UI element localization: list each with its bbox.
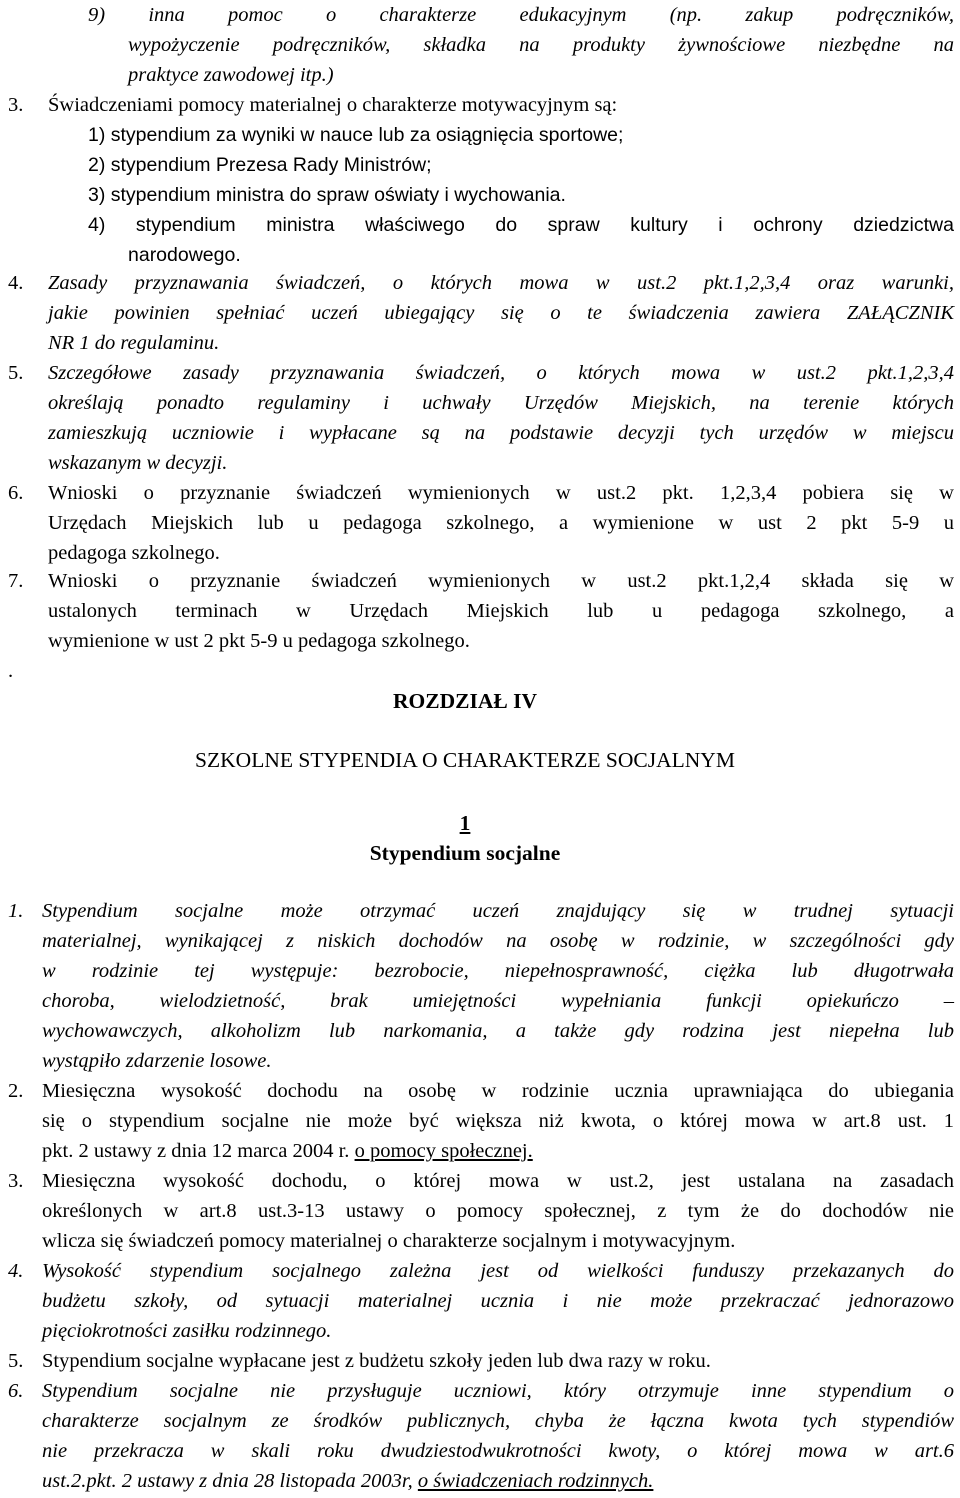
stray-dot: . bbox=[8, 660, 14, 682]
section-number-text: 1 bbox=[459, 811, 471, 835]
item5-line-3: zamieszkują uczniowie i wypłacane są na podstawie decyzji tych urzędów w miejscu bbox=[48, 422, 954, 444]
item4-line-2: jakie powinien spełniać uczeń ubiegający się o te świadczenia zawiera ZAŁĄCZNIK bbox=[48, 302, 954, 324]
item9-line-1: 9) inna pomoc o charakterze edukacyjnym (np. zakup podręczników, bbox=[88, 4, 954, 26]
para1-line-6: wystąpiło zdarzenie losowe. bbox=[42, 1050, 272, 1072]
item6-line-3: pedagoga szkolnego. bbox=[48, 542, 220, 564]
para6-line-4 bbox=[42, 1466, 653, 1496]
para6-line-4-text: ust.2.pkt. 2 ustawy z dnia 28 listopada 2003r, bbox=[42, 1470, 413, 1492]
para1-line-5: wychowawczych, alkoholizm lub narkomania, a także gdy rodzina jest niepełna lub bbox=[42, 1020, 954, 1042]
para2-link[interactable]: o pomocy społecznej. bbox=[354, 1140, 533, 1162]
item7-line-3: wymienione w ust 2 pkt 5-9 u pedagoga szkolnego. bbox=[48, 630, 470, 652]
chapter-title: ROZDZIAŁ IV bbox=[393, 689, 537, 713]
item5-line-1: Szczegółowe zasady przyznawania świadczeń, o których mowa w ust.2 pkt.1,2,3,4 bbox=[48, 362, 954, 384]
para1-line-4: choroba, wielodzietność, brak umiejętności wypełniania funkcji opiekuńczo – bbox=[42, 990, 954, 1012]
para6-number: 6. bbox=[8, 1380, 24, 1402]
para4-number: 4. bbox=[8, 1260, 24, 1282]
para1-number: 1. bbox=[8, 900, 24, 922]
item7-line-1: Wnioski o przyznanie świadczeń wymienionych w ust.2 pkt.1,2,4 składa się w bbox=[48, 570, 954, 592]
para2-number: 2. bbox=[8, 1080, 24, 1102]
item3-text: Świadczeniami pomocy materialnej o charakterze motywacyjnym są: bbox=[48, 94, 618, 116]
para5-line-1: Stypendium socjalne wypłacane jest z budżetu szkoły jeden lub dwa razy w roku. bbox=[42, 1350, 711, 1372]
item9-line-3: praktyce zawodowej itp.) bbox=[128, 64, 334, 86]
para2-line-2: się o stypendium socjalne nie może być większa niż kwota, o której mowa w art.8 ust. 1 bbox=[42, 1110, 954, 1132]
item3-subitem-2: 2) stypendium Prezesa Rady Ministrów; bbox=[88, 154, 432, 176]
item5-number: 5. bbox=[8, 362, 24, 384]
para6-line-2: charakterze socjalnym ze środków publicznych, chyba że łączna kwota tych stypendiów bbox=[42, 1410, 954, 1432]
item7-line-2: ustalonych terminach w Urzędach Miejskich lub u pedagoga szkolnego, a bbox=[48, 600, 954, 622]
para6-line-1: Stypendium socjalne nie przysługuje uczniowi, który otrzymuje inne stypendium o bbox=[42, 1380, 954, 1402]
item4-number: 4. bbox=[8, 272, 24, 294]
item4-line-1: Zasady przyznawania świadczeń, o których mowa w ust.2 pkt.1,2,3,4 oraz warunki, bbox=[48, 272, 954, 294]
item7-number: 7. bbox=[8, 570, 24, 592]
para3-number: 3. bbox=[8, 1170, 24, 1192]
para1-line-2: materialnej, wynikającej z niskich dochodów na osobę w rodzinie, w szczególności gdy bbox=[42, 930, 954, 952]
item3-number: 3. bbox=[8, 94, 24, 116]
item3-subitem-4-cont: narodowego. bbox=[128, 244, 241, 266]
section-number bbox=[0, 808, 930, 838]
para3-line-2: określonych w art.8 ust.3-13 ustawy o pomocy społecznej, z tym że do dochodów nie bbox=[42, 1200, 954, 1222]
item6-line-2: Urzędach Miejskich lub u pedagoga szkolnego, a wymienione w ust 2 pkt 5-9 u bbox=[48, 512, 954, 534]
para2-line-3 bbox=[42, 1136, 533, 1166]
item3-subitem-1: 1) stypendium za wyniki w nauce lub za osiągnięcia sportowe; bbox=[88, 124, 624, 146]
para6-link[interactable]: o świadczeniach rodzinnych. bbox=[417, 1470, 654, 1492]
para3-line-1: Miesięczna wysokość dochodu, o której mowa w ust.2, jest ustalana na zasadach bbox=[42, 1170, 954, 1192]
item3-subitem-3: 3) stypendium ministra do spraw oświaty i wychowania. bbox=[88, 184, 566, 206]
para3-line-3: wlicza się świadczeń pomocy materialnej o charakterze socjalnym i motywacyjnym. bbox=[42, 1230, 736, 1252]
item6-number: 6. bbox=[8, 482, 24, 504]
para1-line-1: Stypendium socjalne może otrzymać uczeń znajdujący się w trudnej sytuacji bbox=[42, 900, 954, 922]
item9-line-2: wypożyczenie podręczników, składka na produkty żywnościowe niezbędne na bbox=[128, 34, 954, 56]
para4-line-2: budżetu szkoły, od sytuacji materialnej ucznia i nie może przekraczać jednorazowo bbox=[42, 1290, 954, 1312]
para4-line-3: pięciokrotności zasiłku rodzinnego. bbox=[42, 1320, 332, 1342]
item4-line-3: NR 1 do regulaminu. bbox=[48, 332, 220, 354]
para1-line-3: w rodzinie tej występuje: bezrobocie, niepełnosprawność, ciężka lub długotrwała bbox=[42, 960, 954, 982]
para6-line-3: nie przekracza w skali roku dwudziestodwukrotności kwoty, o której mowa w art.6 bbox=[42, 1440, 954, 1462]
item6-line-1: Wnioski o przyznanie świadczeń wymienionych w ust.2 pkt. 1,2,3,4 pobiera się w bbox=[48, 482, 954, 504]
para2-line-1: Miesięczna wysokość dochodu na osobę w rodzinie ucznia uprawniająca do ubiegania bbox=[42, 1080, 954, 1102]
section-title: Stypendium socjalne bbox=[369, 841, 561, 865]
para5-number: 5. bbox=[8, 1350, 24, 1372]
para2-line-3-text: pkt. 2 ustawy z dnia 12 marca 2004 r. bbox=[42, 1140, 350, 1162]
item3-subitem-4: 4) stypendium ministra właściwego do spraw kultury i ochrony dziedzictwa bbox=[88, 214, 954, 236]
para4-line-1: Wysokość stypendium socjalnego zależna jest od wielkości funduszy przekazanych do bbox=[42, 1260, 954, 1282]
item5-line-4: wskazanym w decyzji. bbox=[48, 452, 228, 474]
item5-line-2: określają ponadto regulaminy i uchwały Urzędów Miejskich, na terenie których bbox=[48, 392, 954, 414]
chapter-subtitle: SZKOLNE STYPENDIA O CHARAKTERZE SOCJALNYM bbox=[195, 748, 735, 772]
